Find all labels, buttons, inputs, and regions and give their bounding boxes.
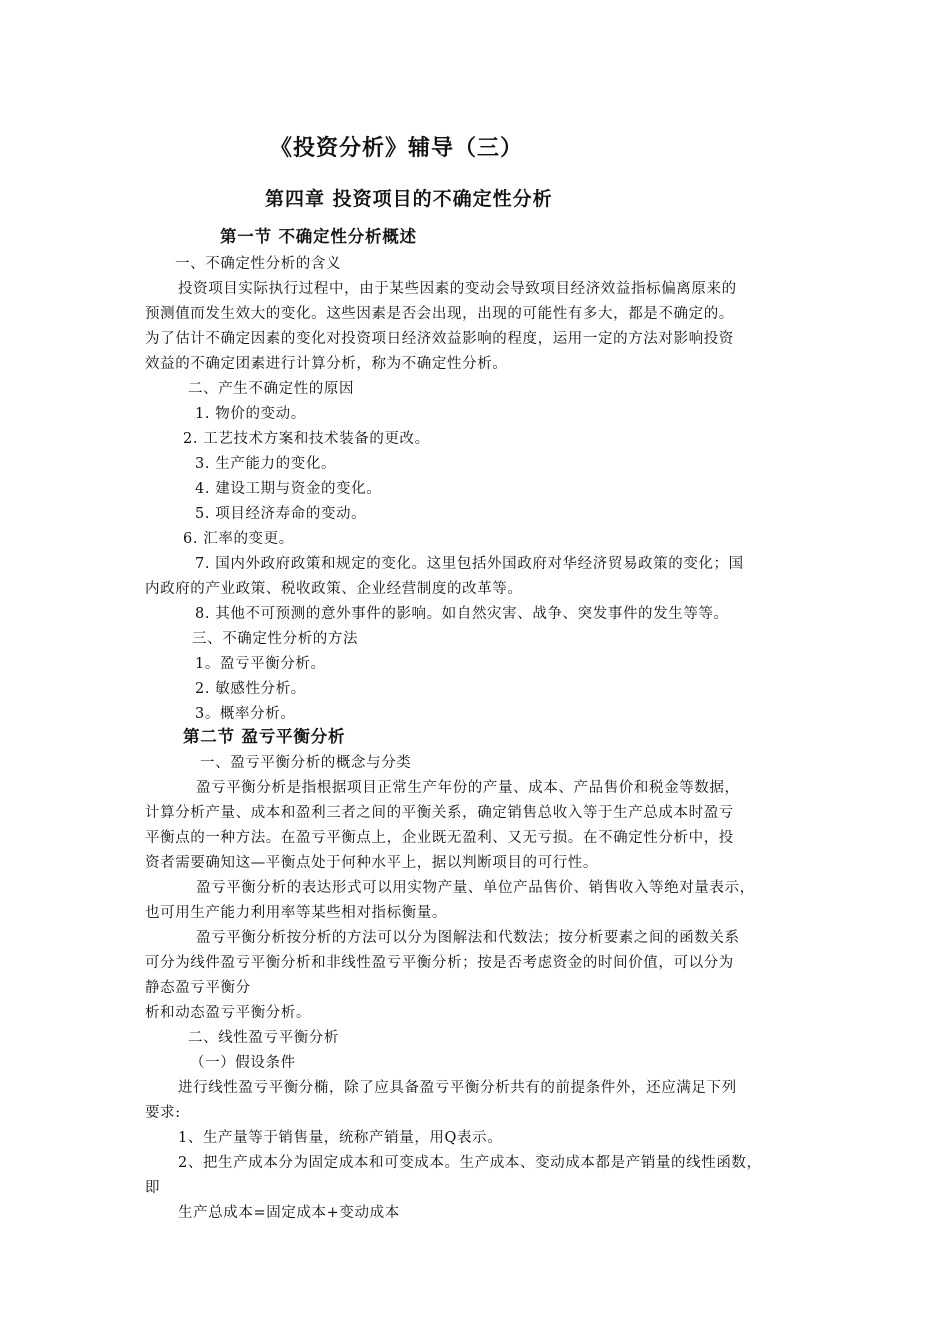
section1-para1-line: 预测值而发生效大的变化。这些因素是否会出现，出现的可能性有多大，都是不确定的。 — [145, 306, 734, 322]
requirement-item: 1、生产量等于销售量，统称产销量，用Q表示。 — [178, 1130, 503, 1146]
section2-para2-line: 也可用生产能力利用率等某些相对指标衡量。 — [145, 905, 447, 921]
method-item: 1。盈亏平衡分析。 — [195, 656, 326, 672]
section2-para1-line: 计算分析产量、成本和盈利三者之间的平衡关系，确定销售总收入等于生产总成本时盈亏 — [145, 805, 734, 821]
section2-para1-line: 平衡点的一种方法。在盈亏平衡点上，企业既无盈利、又无亏损。在不确定性分析中，投 — [145, 830, 734, 846]
cause-item: 3. 生产能力的变化。 — [195, 456, 337, 472]
section2-sub2a: （一）假设条件 — [190, 1055, 296, 1071]
cause-item: 内政府的产业政策、税收政策、企业经营制度的改革等。 — [145, 581, 523, 597]
section1-sub2: 二、产生不确定性的原因 — [188, 381, 355, 397]
section1-para1-line: 效益的不确定团素进行计算分析，称为不确定性分析。 — [145, 356, 508, 372]
section2-heading: 第二节 盈亏平衡分析 — [183, 727, 346, 746]
section2-sub2: 二、线性盈亏平衡分析 — [188, 1030, 339, 1046]
section2-para4-line: 要求: — [145, 1105, 181, 1121]
cause-item: 5. 项目经济寿命的变动。 — [195, 506, 367, 522]
section2-para3-line: 静态盈亏平衡分 — [145, 980, 251, 996]
section1-para1-line: 投资项目实际执行过程中，由于某些因素的变动会导致项目经济效益指标偏离原来的 — [178, 281, 737, 297]
cause-item: 1. 物价的变动。 — [195, 406, 306, 422]
section2-para1-line: 盈亏平衡分析是指根据项目正常生产年份的产量、成本、产品售价和税金等数据， — [196, 780, 740, 796]
cause-item: 8. 其他不可预测的意外事件的影响。如自然灾害、战争、突发事件的发生等等。 — [195, 606, 729, 622]
cost-formula: 生产总成本=固定成本+变动成本 — [178, 1205, 400, 1221]
requirement-item: 2、把生产成本分为固定成本和可变成本。生产成本、变动成本都是产销量的线性函数， — [178, 1155, 762, 1171]
section2-para3-line: 盈亏平衡分析按分析的方法可以分为图解法和代数法；按分析要素之间的函数关系 — [196, 930, 740, 946]
document-title: 《投资分析》辅导（三） — [270, 135, 524, 161]
section1-sub1: 一、不确定性分析的含义 — [175, 256, 342, 272]
section2-para2-line: 盈亏平衡分析的表达形式可以用实物产量、单位产品售价、销售收入等绝对量表示， — [196, 880, 755, 896]
section1-sub3: 三、不确定性分析的方法 — [192, 631, 359, 647]
section2-sub1: 一、盈亏平衡分析的概念与分类 — [200, 755, 412, 771]
section2-para3-line: 析和动态盈亏平衡分析。 — [145, 1005, 312, 1021]
requirement-item: 即 — [145, 1180, 161, 1196]
method-item: 2. 敏感性分析。 — [195, 681, 306, 697]
cause-item: 6. 汇率的变更。 — [183, 531, 294, 547]
cause-item: 7. 国内外政府政策和规定的变化。这里包括外国政府对华经济贸易政策的变化；国 — [195, 556, 744, 572]
section2-para1-line: 资者需要确知这—平衡点处于何种水平上，据以判断项目的可行性。 — [145, 855, 598, 871]
cause-item: 2. 工艺技术方案和技术装备的更改。 — [183, 431, 430, 447]
section2-para3-line: 可分为线件盈亏平衡分析和非线性盈亏平衡分析；按是否考虑资金的时间价值，可以分为 — [145, 955, 734, 971]
method-item: 3。概率分析。 — [195, 706, 296, 722]
chapter-heading: 第四章 投资项目的不确定性分析 — [265, 188, 553, 210]
cause-item: 4. 建设工期与资金的变化。 — [195, 481, 382, 497]
section1-heading: 第一节 不确定性分析概述 — [220, 227, 417, 246]
section1-para1-line: 为了估计不确定因素的变化对投资项日经济效益影响的程度，运用一定的方法对影响投资 — [145, 331, 734, 347]
section2-para4-line: 进行线性盈亏平衡分椭，除了应具备盈亏平衡分析共有的前提条件外，还应满足下列 — [178, 1080, 737, 1096]
